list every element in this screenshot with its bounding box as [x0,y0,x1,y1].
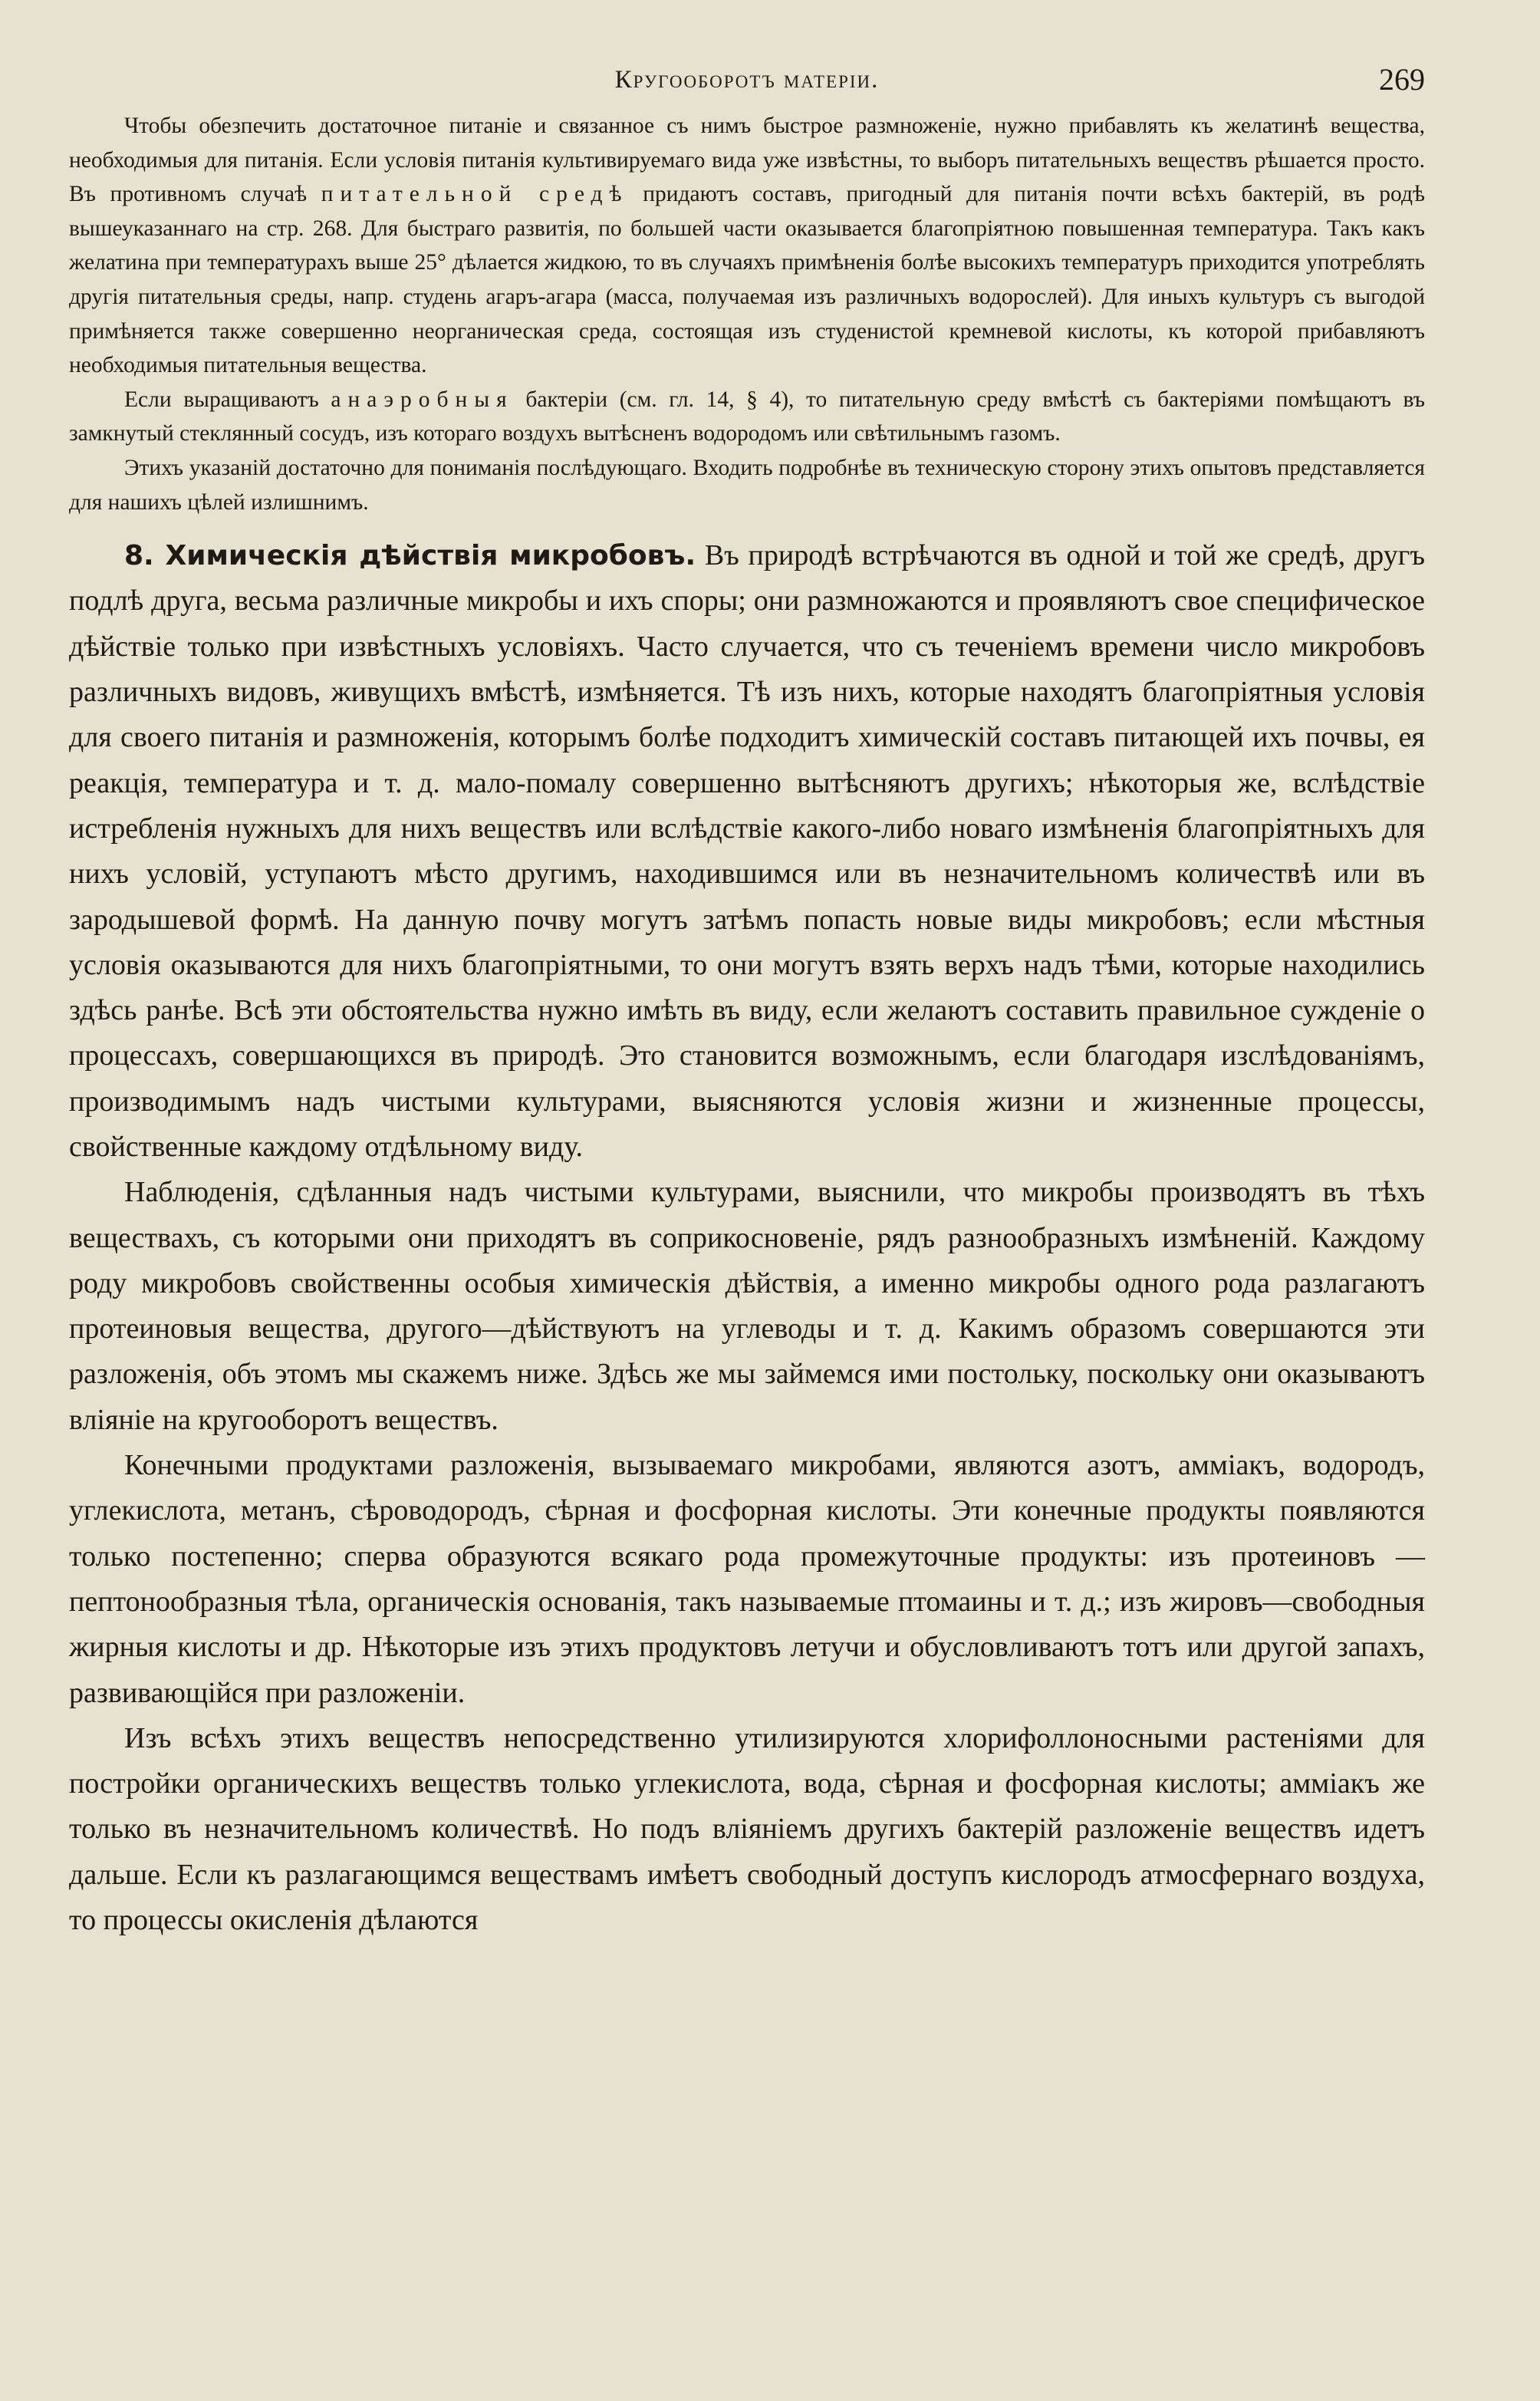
main-text-block [69,533,1425,1943]
page-header [69,48,1425,109]
emphasis-spaced: питательной средѣ [321,182,629,207]
section-paragraph-2: Наблюденія, сдѣланныя надъ чистыми культурами, выяснили, что микробы производятъ въ тѣхъ веществахъ, съ которыми они приходятъ въ соприкосновеніе, рядъ разнообразныхъ измѣненій. Каждому роду микробовъ свойственны особыя химическія дѣйствія, а именно микробы одного рода разлагаютъ протеиновыя вещества, другого—дѣйствуютъ на углеводы и т. д. Какимъ образомъ совершаются эти разложенія, объ этомъ мы скажемъ ниже. Здѣсь же мы займемся ими постольку, поскольку они оказываютъ вліяніе на кругооборотъ веществъ. [69,1176,1425,1436]
paragraph-nutrient-media: Чтобы обезпечить достаточное питаніе и связанное съ нимъ быстрое размноженіе, нужно прибавлять къ желатинѣ вещества, необходимыя для питанія. Если условія питанія культивируемаго вида уже извѣстны, то выборъ питательныхъ веществъ рѣшается просто. Въ противномъ случаѣ питательной средѣ придаютъ составъ, пригодный для питанія почти всѣхъ бактерій, въ родѣ вышеуказаннаго на стр. 268. Для быстраго развитія, по большей части оказывается благопріятною повышенная температура. Такъ какъ желатина при температурахъ выше 25° дѣлается жидкою, то въ случаяхъ примѣненія болѣе высокихъ температуръ приходится употреблять другія питательныя среды, напр. студень агаръ-агара (масса, получаемая изъ различныхъ водорослей). Для иныхъ культуръ съ выгодой примѣняется также совершенно неорганическая среда, состоящая изъ студенистой кремневой кислоты, къ которой прибавляютъ необходимыя питательныя вещества. [69,114,1425,378]
section-paragraph-1: 8. Химическія дѣйствія микробовъ. Въ природѣ встрѣчаются въ одной и той же средѣ, другъ подлѣ друга, весьма различные микробы и ихъ споры; они размножаются и проявляютъ свое специфическое дѣйствіе только при извѣстныхъ условіяхъ. Часто случается, что съ теченіемъ времени число микробовъ различныхъ видовъ, живущихъ вмѣстѣ, измѣняется. Тѣ изъ нихъ, которые находятъ благопріятныя условія для своего питанія и размноженія, которымъ болѣе подходитъ химическій составъ питающей ихъ почвы, ея реакція, температура и т. д. мало-помалу совершенно вытѣсняютъ другихъ; нѣкоторыя же, вслѣдствіе истребленія нужныхъ для нихъ веществъ или вслѣдствіе какого-либо новаго измѣненія благопріятныхъ для нихъ условій, уступаютъ мѣсто другимъ, находившимся или въ незначительномъ количествѣ или въ зародышевой формѣ. На данную почву могутъ затѣмъ попасть новые виды микробовъ; если мѣстныя условія оказываются для нихъ благопріятными, то они могутъ взять верхъ надъ тѣми, которые находились здѣсь ранѣе. Всѣ эти обстоятельства нужно имѣть въ виду, если желаютъ составить правильное сужденіе о процессахъ, совершающихся въ природѣ. Это становится возможнымъ, если благодаря изслѣдованіямъ, производимымъ надъ чистыми культурами, выясняются условія жизни и жизненные процессы, свойственные каждому отдѣльному виду. [69,539,1425,1163]
section-paragraph-3: Конечными продуктами разложенія, вызываемаго микробами, являются азотъ, амміакъ, водородъ, углекислота, метанъ, сѣроводородъ, сѣрная и фосфорная кислоты. Эти конечные продукты появляются только постепенно; сперва образуются всякаго рода промежуточные продукты: изъ протеиновъ — пептонообразныя тѣла, органическія основанія, такъ называемые птомаины и т. д.; изъ жировъ—свободныя жирныя кислоты и др. Нѣкоторые изъ этихъ продуктовъ летучи и обусловливаютъ тотъ или другой запахъ, развивающійся при разложеніи. [69,1449,1425,1709]
running-title: Кругооборотъ матеріи. [614,66,880,94]
section-paragraph-4: Изъ всѣхъ этихъ веществъ непосредственно утилизируются хлорифоллоносными растеніями для постройки органическихъ веществъ только углекислота, вода, сѣрная и фосфорная кислоты; амміакъ же только въ незначительномъ количествѣ. Но подъ вліяніемъ другихъ бактерій разложеніе веществъ идетъ дальше. Если къ разлагающимся веществамъ имѣетъ свободный доступъ кислородъ атмосфернаго воздуха, то процессы окисленія дѣлаются [69,1721,1425,1937]
paragraph-instructions: Этихъ указаній достаточно для пониманія послѣдующаго. Входить подробнѣе въ техническую сторону этихъ опытовъ представляется для нашихъ цѣлей излишнимъ. [69,455,1425,515]
emphasis-spaced: анаэробныя [331,387,514,412]
section-heading: 8. Химическія дѣйствія микробовъ. [124,540,696,572]
page-number: 269 [1379,62,1425,97]
small-print-block [69,109,1425,519]
paragraph-anaerobic: Если выращиваютъ анаэробныя бактеріи (см. гл. 14, § 4), то питательную среду вмѣстѣ съ бактеріями помѣщаютъ въ замкнутый стеклянный сосудъ, изъ котораго воздухъ вытѣсненъ водородомъ или свѣтильнымъ газомъ. [69,387,1425,446]
